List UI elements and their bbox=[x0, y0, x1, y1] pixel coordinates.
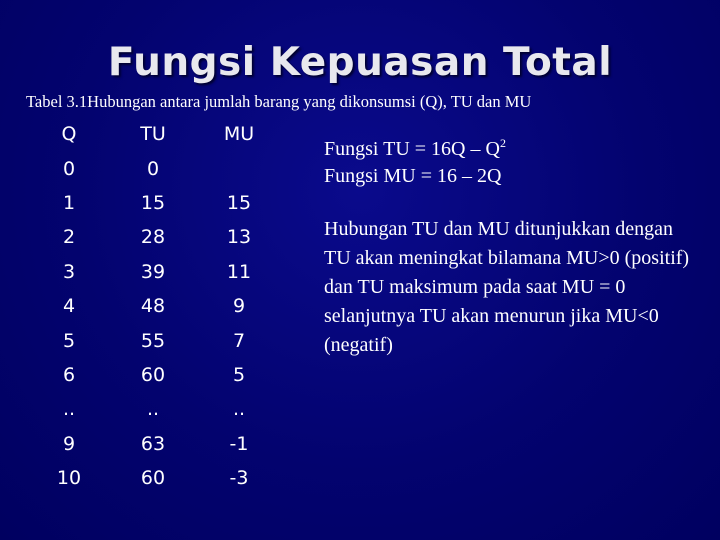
cell-mu: .. bbox=[232, 398, 246, 421]
cell-q: 6 bbox=[62, 363, 76, 386]
cell-tu: 0 bbox=[146, 157, 160, 180]
cell-tu: 55 bbox=[140, 329, 166, 352]
cell-mu: 9 bbox=[232, 295, 246, 318]
cell-mu: 7 bbox=[232, 329, 246, 352]
table-header-row bbox=[28, 117, 282, 151]
table-row bbox=[28, 220, 282, 254]
table-row bbox=[28, 186, 282, 220]
cell-tu: 63 bbox=[140, 432, 166, 455]
table-row bbox=[28, 461, 282, 495]
cell-q: 2 bbox=[62, 226, 76, 249]
cell-mu: 13 bbox=[226, 226, 252, 249]
cell-mu: -1 bbox=[229, 432, 249, 455]
explanation-text: Hubungan TU dan MU ditunjukkan dengan TU akan meningkat bilamana MU>0 (positif) dan TU maksimum pada saat MU = 0 selanjutnya TU akan menurun jika MU<0 (negatif) bbox=[324, 218, 690, 356]
table-row bbox=[28, 392, 282, 426]
formula-block bbox=[324, 136, 506, 190]
cell-tu: .. bbox=[146, 398, 160, 421]
cell-mu: 5 bbox=[232, 363, 246, 386]
cell-tu: 60 bbox=[140, 363, 166, 386]
tu-formula-exponent: 2 bbox=[499, 136, 506, 150]
cell-q: 1 bbox=[62, 191, 76, 214]
table-row bbox=[28, 358, 282, 392]
cell-mu bbox=[196, 151, 282, 185]
cell-q: 0 bbox=[62, 157, 76, 180]
cell-tu: 28 bbox=[140, 226, 166, 249]
table-row bbox=[28, 323, 282, 357]
cell-q: .. bbox=[62, 398, 76, 421]
table-row bbox=[28, 151, 282, 185]
tu-formula-text: Fungsi TU = 16Q – Q bbox=[324, 138, 500, 160]
tu-mu-table bbox=[28, 117, 282, 495]
cell-q: 9 bbox=[62, 432, 76, 455]
cell-q: 4 bbox=[62, 295, 76, 318]
cell-mu: 15 bbox=[226, 191, 252, 214]
slide-title: Fungsi Kepuasan Total bbox=[107, 40, 613, 85]
column-header-mu: MU bbox=[223, 123, 255, 146]
cell-tu: 15 bbox=[140, 191, 166, 214]
cell-mu: 11 bbox=[226, 260, 252, 283]
cell-q: 5 bbox=[62, 329, 76, 352]
table-row bbox=[28, 255, 282, 289]
column-header-tu: TU bbox=[140, 123, 166, 146]
tu-formula bbox=[324, 136, 506, 163]
column-header-q: Q bbox=[61, 123, 77, 146]
table-row bbox=[28, 427, 282, 461]
cell-tu: 39 bbox=[140, 260, 166, 283]
cell-tu: 48 bbox=[140, 295, 166, 318]
cell-tu: 60 bbox=[140, 467, 166, 490]
table-caption: Tabel 3.1Hubungan antara jumlah barang yang dikonsumsi (Q), TU dan MU bbox=[26, 92, 532, 111]
cell-q: 10 bbox=[56, 467, 82, 490]
cell-q: 3 bbox=[62, 260, 76, 283]
table-row bbox=[28, 289, 282, 323]
cell-mu: -3 bbox=[229, 467, 249, 490]
mu-formula: Fungsi MU = 16 – 2Q bbox=[324, 165, 502, 187]
